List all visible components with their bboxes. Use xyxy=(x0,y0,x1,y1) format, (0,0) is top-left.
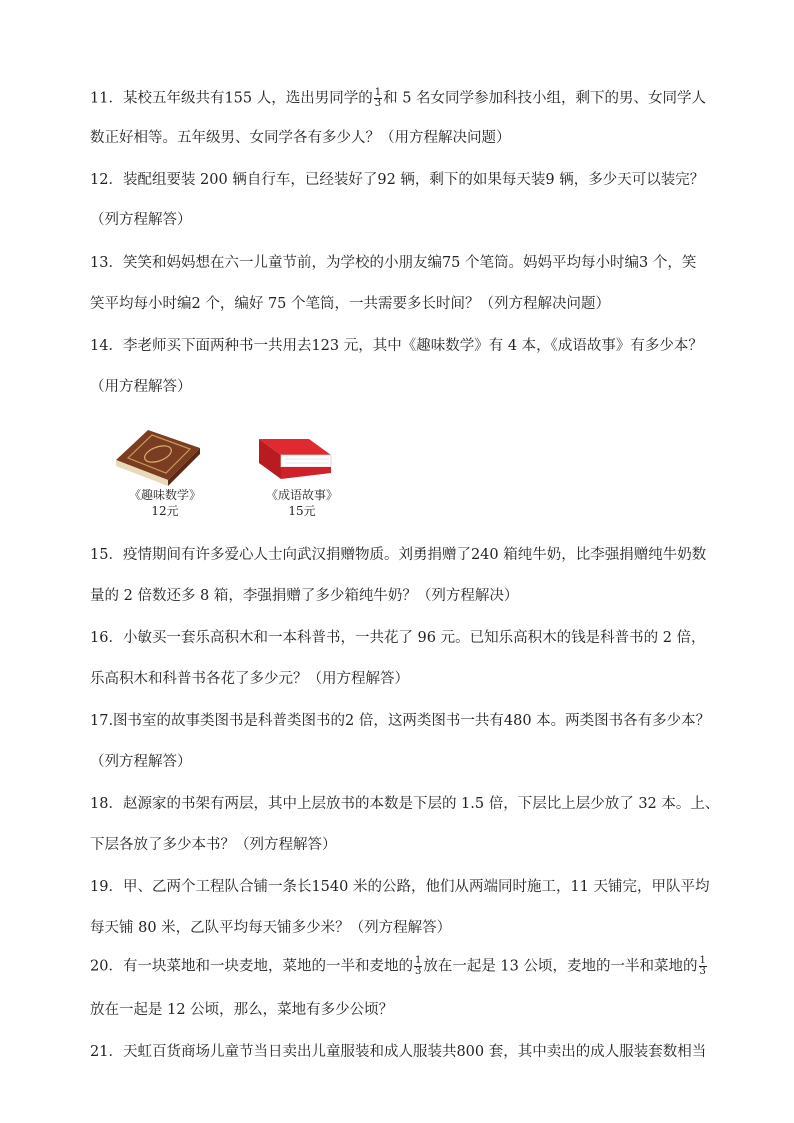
fraction: $\frac{1}{3}$ xyxy=(699,955,706,977)
problem-18-line-1: 18．赵源家的书架有两层，其中上层放书的本数是下层的 1.5 倍，下层比上层少放了 32 本。上、 xyxy=(90,796,720,812)
book-2-title: 《成语故事》 xyxy=(265,488,338,502)
problem-13-line-1: 13．笑笑和妈妈想在六一儿童节前，为学校的小朋友编75 个笔筒。妈妈平均每小时编3 个，笑 xyxy=(90,255,697,271)
problem-text: 和 5 名女同学参加科技小组，剩下的男、女同学人 xyxy=(383,90,707,107)
problem-16-line-1: 16．小敏买一套乐高积木和一本科普书，一共花了 96 元。已知乐高积木的钱是科普书的 2 倍， xyxy=(90,630,706,646)
brown-book-icon xyxy=(108,420,208,488)
problem-15-line-1: 15．疫情期间有许多爱心人士向武汉捐赠物质。刘勇捐赠了240 箱纯牛奶，比李强捐赠纯牛奶数 xyxy=(90,547,707,563)
problem-19-line-1: 19．甲、乙两个工程队合铺一条长1540 米的公路，他们从两端同时施工，11 天铺完，甲队平均 xyxy=(90,879,710,895)
book-1-price: 12元 xyxy=(151,504,179,518)
problem-text: 放在一起是 13 公顷，麦地的一半和菜地的 xyxy=(423,958,698,975)
problem-17-line-1: 17.图书室的故事类图书是科普类图书的2 倍，这两类图书一共有480 本。两类图书各有多少本？ xyxy=(90,713,711,729)
problem-11-line-1 xyxy=(90,88,706,109)
fraction: $\frac{1}{3}$ xyxy=(414,955,422,977)
problem-text: 11．某校五年级共有155 人，选出男同学的 xyxy=(90,90,373,107)
problem-12-line-2: （列方程解答） xyxy=(90,212,192,228)
problem-21-line-1: 21．天虹百货商场儿童节当日卖出儿童服装和成人服装共800 套，其中卖出的成人服装套数相当 xyxy=(90,1044,707,1060)
problem-14-line-2: （用方程解答） xyxy=(90,379,192,395)
problem-18-line-2: 下层各放了多少本书？（列方程解答） xyxy=(90,837,337,853)
problem-15-line-2: 量的 2 倍数还多 8 箱，李强捐赠了多少箱纯牛奶？（列方程解决） xyxy=(90,588,519,604)
problem-20-line-1 xyxy=(90,956,708,977)
problem-16-line-2: 乐高积木和科普书各花了多少元？（用方程解答） xyxy=(90,671,409,687)
problem-text: 20．有一块菜地和一块麦地，菜地的一半和麦地的 xyxy=(90,958,413,975)
problem-13-line-2: 笑平均每小时编2 个，编好 75 个笔筒，一共需要多长时间？（列方程解决问题） xyxy=(90,296,611,312)
problem-12-line-1: 12．装配组要装 200 辆自行车，已经装好了92 辆，剩下的如果每天装9 辆，多少天可以装完？ xyxy=(90,172,705,188)
red-book-icon xyxy=(255,425,335,485)
problem-20-line-2: 放在一起是 12 公顷，那么，菜地有多少公顷？ xyxy=(90,1002,394,1018)
book-2-price: 15元 xyxy=(288,504,316,518)
fraction: $\frac{1}{3}$ xyxy=(374,87,382,109)
problem-14-line-1: 14．李老师买下面两种书一共用去123 元，其中《趣味数学》有 4 本，《成语故事》有多少本？ xyxy=(90,338,703,354)
problem-11-line-2: 数正好相等。五年级男、女同学各有多少人？（用方程解决问题） xyxy=(90,130,511,146)
book-1-title: 《趣味数学》 xyxy=(128,488,201,502)
problem-19-line-2: 每天铺 80 米，乙队平均每天铺多少米？（列方程解答） xyxy=(90,920,452,936)
problem-17-line-2: （列方程解答） xyxy=(90,754,192,770)
